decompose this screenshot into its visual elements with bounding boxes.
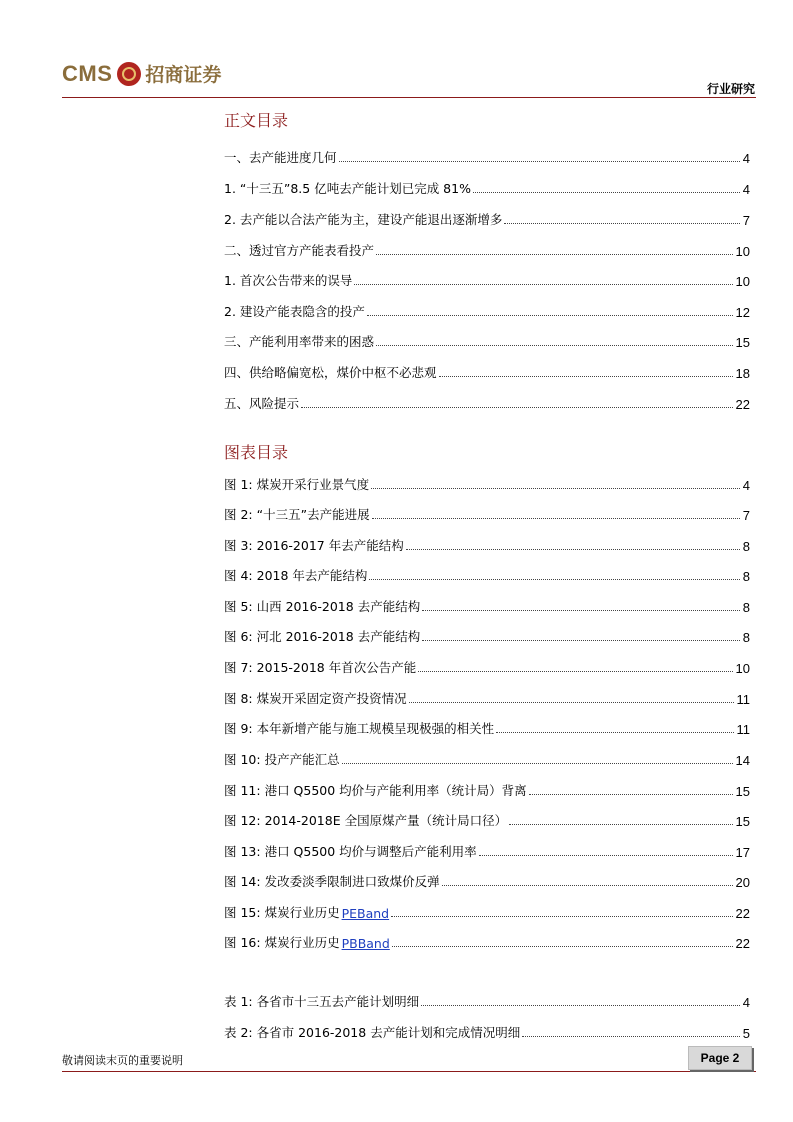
toc-entry-text: 三、产能利用率带来的困惑 xyxy=(224,334,375,349)
figures-section-title: 图表目录 xyxy=(224,443,289,462)
figure-entry-page: 4 xyxy=(742,478,750,493)
toc-entry-page: 12 xyxy=(735,305,750,320)
figure-entry[interactable] xyxy=(224,717,750,737)
figure-entry-page: 11 xyxy=(736,722,750,737)
figure-entry-page: 10 xyxy=(735,661,750,676)
table-entry-page: 4 xyxy=(742,995,750,1010)
figure-entry[interactable] xyxy=(224,779,750,799)
toc-leader-dots xyxy=(406,549,740,550)
figure-entry-page: 22 xyxy=(735,936,750,951)
table-entry[interactable] xyxy=(224,990,750,1010)
toc-leader-dots xyxy=(422,610,740,611)
toc-leader-dots xyxy=(376,345,733,346)
toc-entry[interactable] xyxy=(224,239,750,259)
toc-entry-text: 一、去产能进度几何 xyxy=(224,150,337,165)
toc-entry[interactable] xyxy=(224,392,750,412)
header-divider xyxy=(62,97,756,98)
figure-entry-text: 图 10: 投产产能汇总 xyxy=(224,752,340,767)
toc-entry-text: 五、风险提示 xyxy=(224,396,300,411)
figure-entry-page: 15 xyxy=(735,814,750,829)
peband-link[interactable]: PEBand xyxy=(341,906,390,921)
figure-entry[interactable] xyxy=(224,656,750,676)
toc-leader-dots xyxy=(354,284,732,285)
page-header xyxy=(0,0,793,100)
toc-leader-dots xyxy=(339,161,740,162)
toc-leader-dots xyxy=(392,946,733,947)
table-entry-page: 5 xyxy=(742,1026,750,1041)
toc-entry[interactable] xyxy=(224,177,750,197)
logo-cms-text: CMS xyxy=(62,60,113,86)
toc-entry-page: 7 xyxy=(742,213,750,228)
toc-leader-dots xyxy=(529,794,733,795)
figure-entry[interactable] xyxy=(224,840,750,860)
report-category-label: 行业研究 xyxy=(706,82,755,96)
figure-entry[interactable] xyxy=(224,564,750,584)
toc-leader-dots xyxy=(522,1036,740,1037)
figure-entry[interactable] xyxy=(224,809,750,829)
toc-leader-dots xyxy=(496,732,733,733)
toc-leader-dots xyxy=(301,407,733,408)
toc-leader-dots xyxy=(409,702,734,703)
toc-leader-dots xyxy=(422,640,740,641)
figure-entry-page: 8 xyxy=(742,630,750,645)
figure-entry-text: 图 15: 煤炭行业历史 xyxy=(224,905,340,920)
toc-entry-page: 10 xyxy=(735,244,750,259)
toc-entry-text: 1. “十三五”8.5 亿吨去产能计划已完成 81% xyxy=(224,181,471,196)
figure-entry[interactable] xyxy=(224,534,750,554)
logo-emblem-icon xyxy=(117,62,141,86)
figure-entry[interactable] xyxy=(224,473,750,493)
figure-entry-page: 11 xyxy=(736,692,750,707)
figure-entry[interactable] xyxy=(224,687,750,707)
toc-entry-text: 1. 首次公告带来的误导 xyxy=(224,273,353,288)
toc-entry-page: 22 xyxy=(735,397,750,412)
toc-leader-dots xyxy=(372,518,740,519)
company-logo xyxy=(62,60,221,87)
figure-entry-page: 15 xyxy=(735,784,750,799)
figure-entry-text: 图 2: “十三五”去产能进展 xyxy=(224,507,370,522)
logo-company-name: 招商证券 xyxy=(145,64,222,86)
figure-entry-text: 图 1: 煤炭开采行业景气度 xyxy=(224,477,370,492)
toc-entry[interactable] xyxy=(224,269,750,289)
toc-entry-text: 二、透过官方产能表看投产 xyxy=(224,243,375,258)
toc-entry-page: 10 xyxy=(735,274,750,289)
figure-entry-text: 图 12: 2014-2018E 全国原煤产量（统计局口径） xyxy=(224,813,508,828)
toc-entry[interactable] xyxy=(224,300,750,320)
figure-entry-text: 图 13: 港口 Q5500 均价与调整后产能利用率 xyxy=(224,844,477,859)
toc-entry[interactable] xyxy=(224,330,750,350)
figure-entry-page: 14 xyxy=(735,753,750,768)
toc-leader-dots xyxy=(342,763,733,764)
figure-entry-text: 图 11: 港口 Q5500 均价与产能利用率（统计局）背离 xyxy=(224,783,527,798)
footer-divider xyxy=(62,1071,756,1072)
toc-leader-dots xyxy=(367,315,733,316)
toc-entry-page: 4 xyxy=(742,182,750,197)
toc-entry-text: 2. 去产能以合法产能为主，建设产能退出逐渐增多 xyxy=(224,212,503,227)
figure-entry-text: 图 6: 河北 2016-2018 去产能结构 xyxy=(224,629,421,644)
figure-entry[interactable] xyxy=(224,503,750,523)
page-number-badge: Page 2 xyxy=(688,1046,752,1070)
figure-entry-text: 图 7: 2015-2018 年首次公告产能 xyxy=(224,660,417,675)
figure-entry[interactable] xyxy=(224,901,750,921)
table-entry-text: 表 2: 各省市 2016-2018 去产能计划和完成情况明细 xyxy=(224,1025,521,1040)
figure-entry-text: 图 4: 2018 年去产能结构 xyxy=(224,568,368,583)
toc-leader-dots xyxy=(421,1005,740,1006)
toc-leader-dots xyxy=(479,855,733,856)
pbband-link[interactable]: PBBand xyxy=(341,936,390,951)
toc-leader-dots xyxy=(376,254,733,255)
toc-leader-dots xyxy=(509,824,732,825)
figure-entry-page: 8 xyxy=(742,600,750,615)
toc-leader-dots xyxy=(391,916,732,917)
toc-entry[interactable] xyxy=(224,208,750,228)
toc-entry-page: 4 xyxy=(742,151,750,166)
toc-entry[interactable] xyxy=(224,361,750,381)
table-entry-text: 表 1: 各省市十三五去产能计划明细 xyxy=(224,994,420,1009)
figure-entry[interactable] xyxy=(224,748,750,768)
toc-leader-dots xyxy=(442,885,733,886)
figure-entry-page: 7 xyxy=(742,508,750,523)
figure-entry[interactable] xyxy=(224,931,750,951)
figure-entry-text: 图 8: 煤炭开采固定资产投资情况 xyxy=(224,691,407,706)
figure-entry-text: 图 9: 本年新增产能与施工规模呈现极强的相关性 xyxy=(224,721,495,736)
toc-leader-dots xyxy=(371,488,740,489)
toc-leader-dots xyxy=(439,376,733,377)
toc-entry-page: 18 xyxy=(735,366,750,381)
figure-entry-page: 22 xyxy=(735,906,750,921)
figure-entry[interactable] xyxy=(224,870,750,890)
figure-entry-text: 图 3: 2016-2017 年去产能结构 xyxy=(224,538,404,553)
figure-entry[interactable] xyxy=(224,595,750,615)
figure-entry-page: 17 xyxy=(735,845,750,860)
figure-entry-page: 8 xyxy=(742,539,750,554)
toc-entry-page: 15 xyxy=(735,335,750,350)
footer-disclaimer: 敬请阅读末页的重要说明 xyxy=(62,1054,183,1067)
toc-entry-text: 2. 建设产能表隐含的投产 xyxy=(224,304,365,319)
figure-entry[interactable] xyxy=(224,625,750,645)
toc-section-title: 正文目录 xyxy=(224,111,289,130)
figure-entry-page: 20 xyxy=(735,875,750,890)
figure-entry-page: 8 xyxy=(742,569,750,584)
toc-entry-text: 四、供给略偏宽松，煤价中枢不必悲观 xyxy=(224,365,437,380)
figure-entry-text: 图 14: 发改委淡季限制进口致煤价反弹 xyxy=(224,874,440,889)
toc-leader-dots xyxy=(418,671,732,672)
table-entry[interactable] xyxy=(224,1021,750,1041)
figure-entry-text: 图 16: 煤炭行业历史 xyxy=(224,935,340,950)
figure-entry-text: 图 5: 山西 2016-2018 去产能结构 xyxy=(224,599,421,614)
toc-leader-dots xyxy=(504,223,739,224)
toc-entry[interactable] xyxy=(224,146,750,166)
toc-leader-dots xyxy=(473,192,740,193)
toc-leader-dots xyxy=(369,579,739,580)
